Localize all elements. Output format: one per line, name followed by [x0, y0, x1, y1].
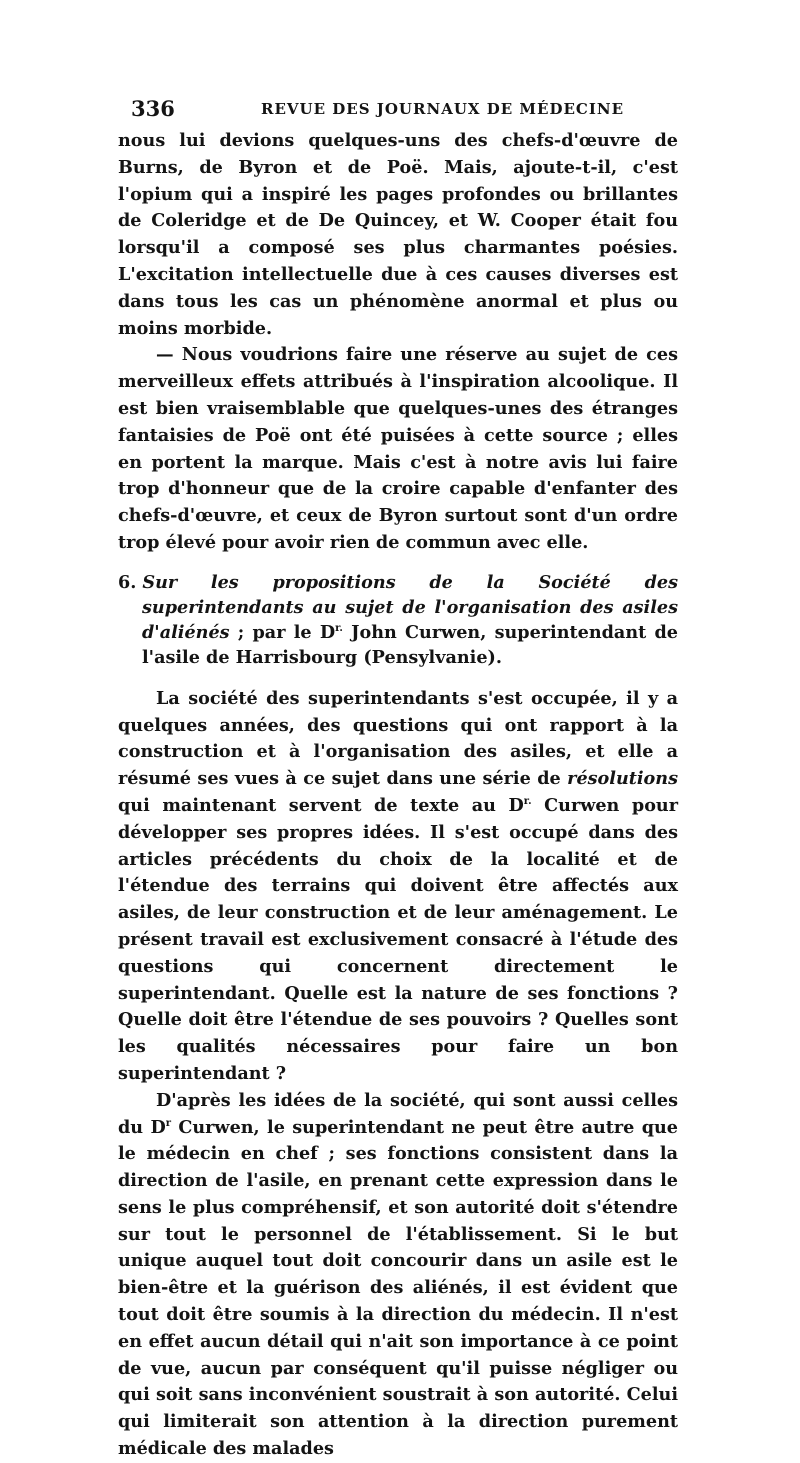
p3-text-3: Curwen pour développer ses propres idées. Il s'est occupé dans des articles précédents du choix de la localité et de l'étendue des terrains qui doivent être affectés aux asiles, de leur construction et de leur aménagement. Le présent travail est exclusivement consacré à l'étude des questions qui concernent directement le superintendant. Quelle est la nature de ses fonctions ? Quelle doit être l'étendue de ses pouvoirs ? Quelles sont les qualités nécessaires pour faire un bon superintendant ?: [118, 794, 678, 1084]
p3-sup: r.: [523, 796, 532, 808]
section-author-rest: John Curwen, superintendant de l'asile de Harrisbourg (Pensylvanie).: [142, 621, 678, 668]
p4-text-2: Curwen, le superintendant ne peut être autre que le médecin en chef ; ses fonctions consistent dans la direction de l'asile, en prenant cette expression dans le sens le plus compréhensif, et son autorité doit s'étendre sur tout le personnel de l'établissement. Si le but unique auquel tout doit concourir dans un asile est le bien-être et la guérison des aliénés, il est évident que tout doit être soumis à la direction du médecin. Il n'est en effet aucun détail qui n'ait son importance à ce point de vue, aucun par conséquent qu'il puisse négliger ou qui soit sans inconvénient soustrait à son autorité. Celui qui limiterait son attention à la direction purement médicale des malades: [118, 1116, 678, 1460]
page-body: [118, 128, 678, 1463]
page-number: 336: [131, 96, 175, 121]
section-author-prefix: ; par le D: [229, 621, 336, 643]
p3-text-1: La société des superintendants s'est occupée, il y a quelques années, des questions qui ont rapport à la construction et à l'organisation des asiles, et elle a résumé ses vues à ce sujet dans une série de: [118, 687, 678, 790]
section-author-sup: r.: [335, 622, 343, 634]
section-title: Sur les propositions de la Société des superintendants au sujet de l'organisation des asiles d'aliénés: [142, 571, 678, 643]
p4-sup: r: [165, 1117, 171, 1129]
page-header: [131, 96, 671, 124]
paragraph-editorial-note: — Nous voudrions faire une réserve au sujet de ces merveilleux effets attribués à l'inspiration alcoolique. Il est bien vraisemblable que quelques-unes des étranges fantaisies de Poë ont été puisées à cette source ; elles en portent la marque. Mais c'est à notre avis lui faire trop d'honneur que de la croire capable d'enfanter des chefs-d'œuvre, et ceux de Byron surtout sont d'un ordre trop élevé pour avoir rien de commun avec elle.: [118, 344, 678, 553]
p3-text-2: qui maintenant servent de texte au D: [118, 794, 524, 816]
section-number: 6.: [118, 571, 137, 593]
paragraph-superintendant: [118, 1088, 678, 1463]
p4-text-1: D'après les idées de la société, qui sont aussi celles du D: [118, 1089, 678, 1138]
paragraph-continuation: nous lui devions quelques-uns des chefs-d'œuvre de Burns, de Byron et de Poë. Mais, ajoute-t-il, c'est l'opium qui a inspiré les pages profondes ou brillantes de Coleridge et de De Quincey, et W. Cooper était fou lorsqu'il a composé ses plus charmantes poésies. L'excitation intellectuelle due à ces causes diverses est dans tous les cas un phénomène anormal et plus ou moins morbide.: [118, 130, 678, 339]
section-heading: [118, 570, 678, 670]
paragraph-society: [118, 686, 678, 1088]
running-head: REVUE DES JOURNAUX DE MÉDECINE: [261, 100, 625, 118]
p3-italic-resolutions: résolutions: [567, 768, 678, 790]
